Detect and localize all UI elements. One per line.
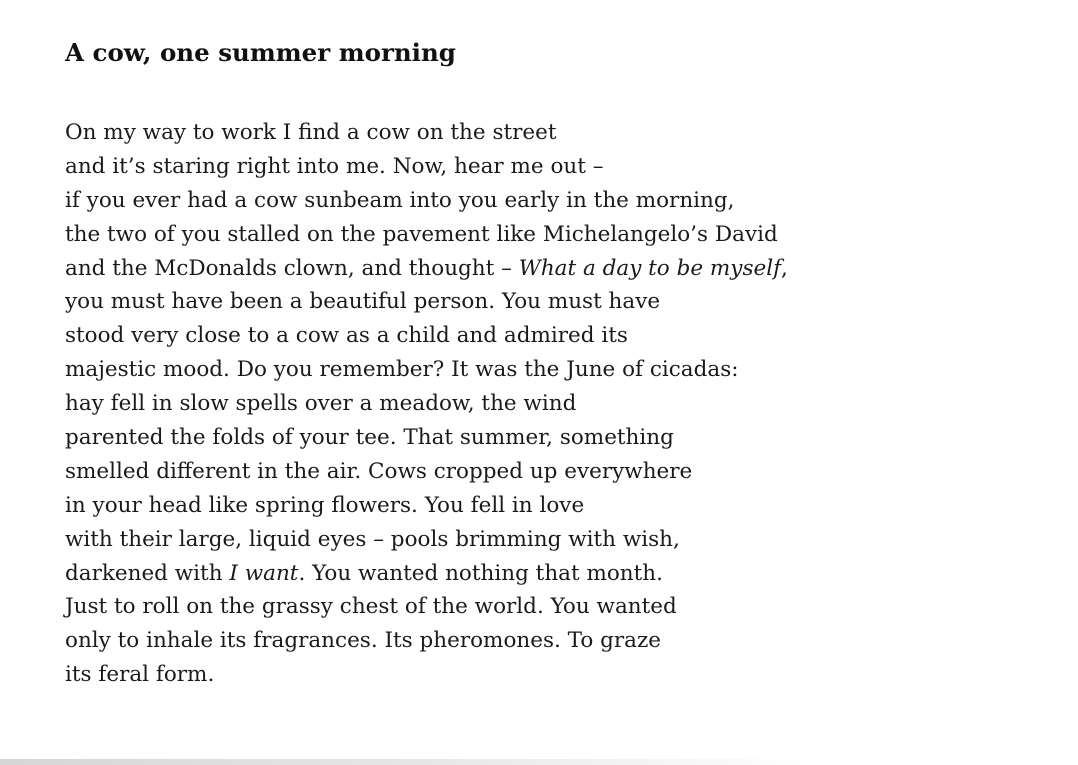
- poem-line-italic: I want: [229, 560, 299, 586]
- poem-line: in your head like spring flowers. You fell in love: [65, 492, 585, 518]
- poem-line: hay fell in slow spells over a meadow, the wind: [65, 391, 577, 417]
- poem-line-text: and the McDonalds clown, and thought –: [65, 255, 519, 281]
- poem-body: [65, 116, 1025, 692]
- poem-line: only to inhale its fragrances. Its pheromones. To graze: [65, 628, 662, 654]
- page-bottom-divider: [0, 759, 820, 765]
- poem-line: the two of you stalled on the pavement like Michelangelo’s David: [65, 221, 778, 247]
- poem-line: and it’s staring right into me. Now, hear me out –: [65, 153, 604, 179]
- poem-line: smelled different in the air. Cows cropped up everywhere: [65, 458, 693, 484]
- poem-line: On my way to work I find a cow on the street: [65, 120, 557, 145]
- poem-line: its feral form.: [65, 662, 215, 688]
- poem-line: majestic mood. Do you remember? It was the June of cicadas:: [65, 357, 739, 383]
- poem-line: [65, 252, 1025, 286]
- poem-line: you must have been a beautiful person. You must have: [65, 289, 661, 315]
- poem-line: [65, 557, 1025, 591]
- poem-title: A cow, one summer morning: [65, 38, 456, 67]
- poem-line: Just to roll on the grassy chest of the world. You wanted: [65, 594, 677, 620]
- poem-line-text: . You wanted nothing that month.: [298, 560, 663, 586]
- poem-line-italic: What a day to be myself: [518, 255, 782, 281]
- poem-line: stood very close to a cow as a child and admired its: [65, 323, 628, 349]
- poem-line-text: ,: [781, 255, 788, 281]
- poem-line: parented the folds of your tee. That summer, something: [65, 425, 674, 451]
- poem-line-text: darkened with: [65, 560, 230, 586]
- poem-line: if you ever had a cow sunbeam into you early in the morning,: [65, 187, 735, 213]
- poem-line: with their large, liquid eyes – pools brimming with wish,: [65, 526, 680, 552]
